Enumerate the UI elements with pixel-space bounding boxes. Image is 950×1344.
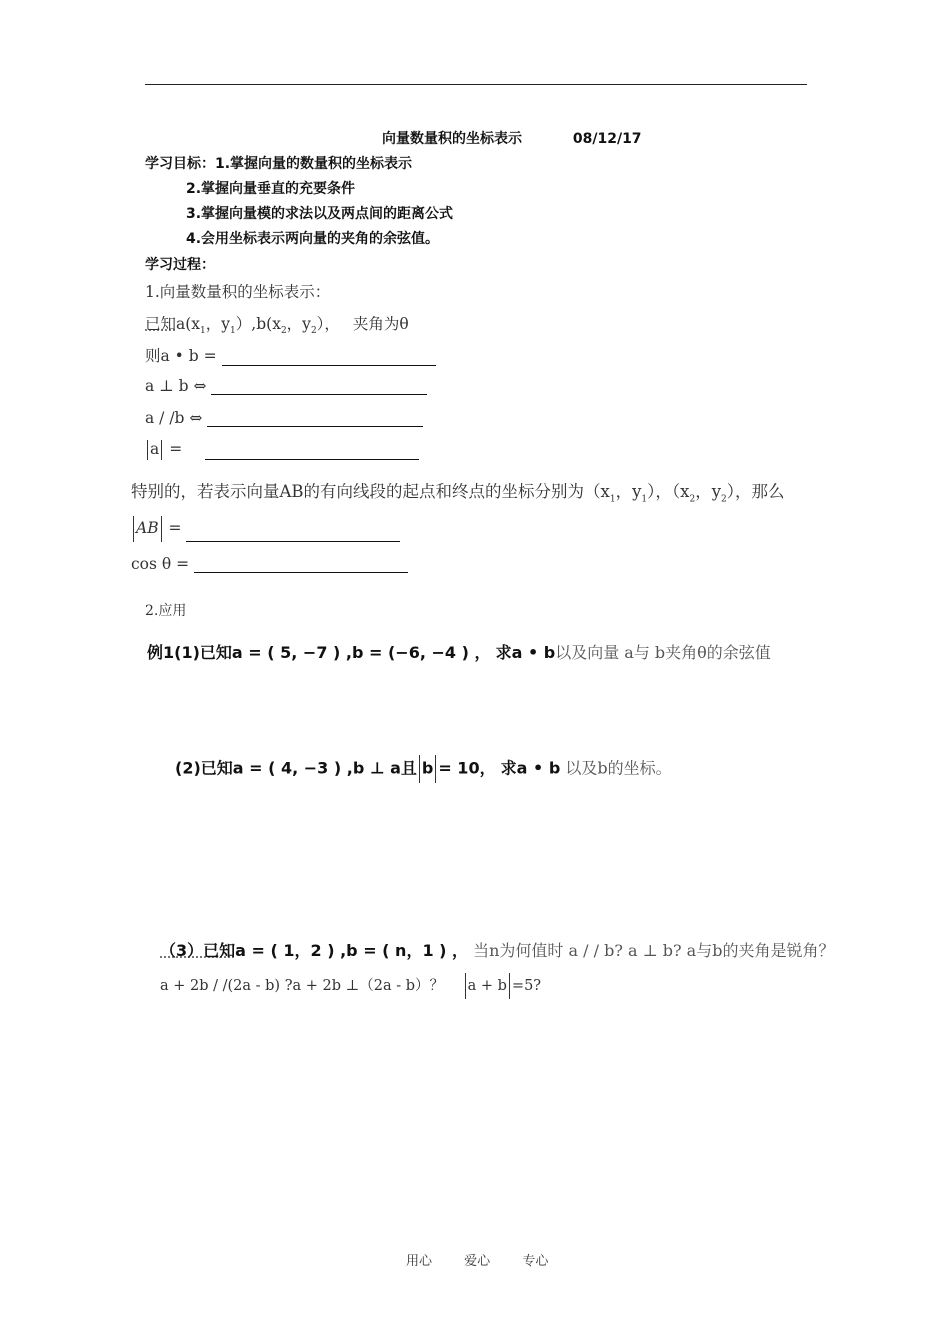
ab-label: AB (136, 519, 159, 537)
ab-bar-right (161, 516, 162, 542)
given-a-sub: 1 (200, 326, 206, 337)
ab-eq: = (168, 519, 182, 537)
special-text (131, 478, 785, 504)
title-date: 08/12/17 (572, 131, 642, 147)
norm-label: a (150, 440, 160, 458)
example-3 (160, 938, 834, 961)
title-text: 向量数量积的坐标表示 (382, 131, 522, 147)
given-b: ,b(x (251, 315, 281, 333)
given-b-mid: ，y (286, 315, 311, 333)
ex1-ask: 求a • b (495, 643, 556, 662)
special-sub: 1 (609, 494, 616, 505)
ex2-eq: = 10， (438, 758, 496, 778)
norm-bar-right (161, 440, 162, 460)
section1-heading: 1.向量数量积的坐标表示： (145, 283, 331, 301)
perp-line (145, 377, 427, 395)
ex1-label: 例1(1)已知 (147, 643, 232, 662)
given-a-end: ） (235, 315, 252, 333)
given-angle: 夹角为θ (352, 315, 409, 333)
ex2-bar-right (435, 755, 436, 783)
given-b-end: ）， (316, 315, 340, 333)
footer-item: 爱心 (464, 1254, 491, 1269)
ex3-bar-left (465, 973, 466, 999)
dot-blank[interactable] (222, 351, 436, 366)
ex3-math: a = ( 1，2 ) ,b = ( n，1 ) ， (235, 941, 469, 960)
ab-bar-left (133, 516, 134, 542)
goals-line-1 (145, 153, 412, 173)
given-b-sub2: 2 (310, 326, 317, 337)
ex2-tail: 以及b的坐标。 (565, 758, 672, 778)
ex2-ask: 求a • b (500, 758, 561, 778)
dot-product-line (145, 344, 436, 366)
footer-item: 专心 (522, 1254, 549, 1269)
special-e: ），那么 (726, 482, 785, 501)
perp-blank[interactable] (211, 380, 427, 395)
cos-blank[interactable] (194, 558, 408, 573)
ex3-bar-right (509, 973, 510, 999)
parallel-label: a / /b ⇔ (145, 409, 203, 427)
ab-norm-line (131, 516, 400, 542)
ex3-line2-norm: a + b (467, 978, 507, 994)
goal-item: 3.掌握向量模的求法以及两点间的距离公式 (186, 206, 454, 222)
norm-bar-left (147, 440, 148, 460)
ex1-math: a = ( 5, −7 ) ,b = (−6, −4 ) ， (231, 643, 491, 662)
goals-label: 学习目标： (145, 156, 215, 172)
given-a: a(x (176, 315, 201, 333)
ab-blank[interactable] (186, 527, 400, 542)
example-1 (147, 640, 771, 663)
process-label: 学习过程： (145, 257, 215, 273)
ex3-tail: 当n为何值时 a / / b? a ⊥ b? a与b的夹角是锐角？ (473, 941, 835, 960)
ex3-label: （3）已知 (160, 941, 236, 960)
parallel-line (145, 409, 423, 427)
special-sub: 2 (689, 494, 696, 505)
given-a-mid: ，y (205, 315, 231, 333)
special-a: 特别的，若表示向量AB的有向线段的起点和终点的坐标分别为（x (131, 482, 610, 501)
norm-blank[interactable] (205, 445, 419, 460)
example-3-line-2 (160, 973, 541, 999)
section2-heading: 2.应用 (145, 603, 187, 619)
ex2-math: a = ( 4, −3 ) ,b ⊥ a且 (232, 758, 417, 778)
ex2-label: (2)已知 (175, 758, 233, 778)
perp-label: a ⊥ b ⇔ (145, 377, 207, 395)
ex3-line2-a: a + 2b / /(2a - b) ?a + 2b ⊥（2a - b）？ (160, 978, 445, 994)
parallel-blank[interactable] (207, 412, 423, 427)
ex2-norm: b (421, 758, 434, 778)
ex1-tail: 以及向量 a与 b夹角θ的余弦值 (555, 643, 771, 662)
special-c: ），（x (647, 482, 690, 501)
goal-item: 4.会用坐标表示两向量的夹角的余弦值。 (186, 231, 440, 247)
special-sub: 1 (641, 494, 648, 505)
norm-eq: = (169, 440, 183, 458)
dot-label: 则a • b = (145, 347, 217, 365)
given-a-sub2: 1 (230, 326, 236, 337)
cos-line (131, 555, 408, 573)
special-b: ，y (615, 482, 642, 501)
goal-item: 1.掌握向量的数量积的坐标表示 (215, 156, 413, 172)
special-d: ，y (695, 482, 722, 501)
footer (392, 1250, 562, 1269)
doc-title (382, 128, 642, 148)
cos-label: cos θ = (131, 555, 190, 573)
example-2 (175, 755, 672, 783)
given-b-sub: 2 (280, 326, 287, 337)
norm-line (145, 440, 419, 460)
footer-item: 用心 (406, 1254, 433, 1269)
ex3-line2-end: =5? (511, 978, 542, 994)
ex2-bar-left (419, 755, 420, 783)
given-line (145, 312, 409, 336)
given-prefix: 已知 (145, 315, 177, 333)
special-sub: 2 (721, 494, 727, 505)
goal-item: 2.掌握向量垂直的充要条件 (186, 181, 356, 197)
header-rule (145, 84, 807, 85)
